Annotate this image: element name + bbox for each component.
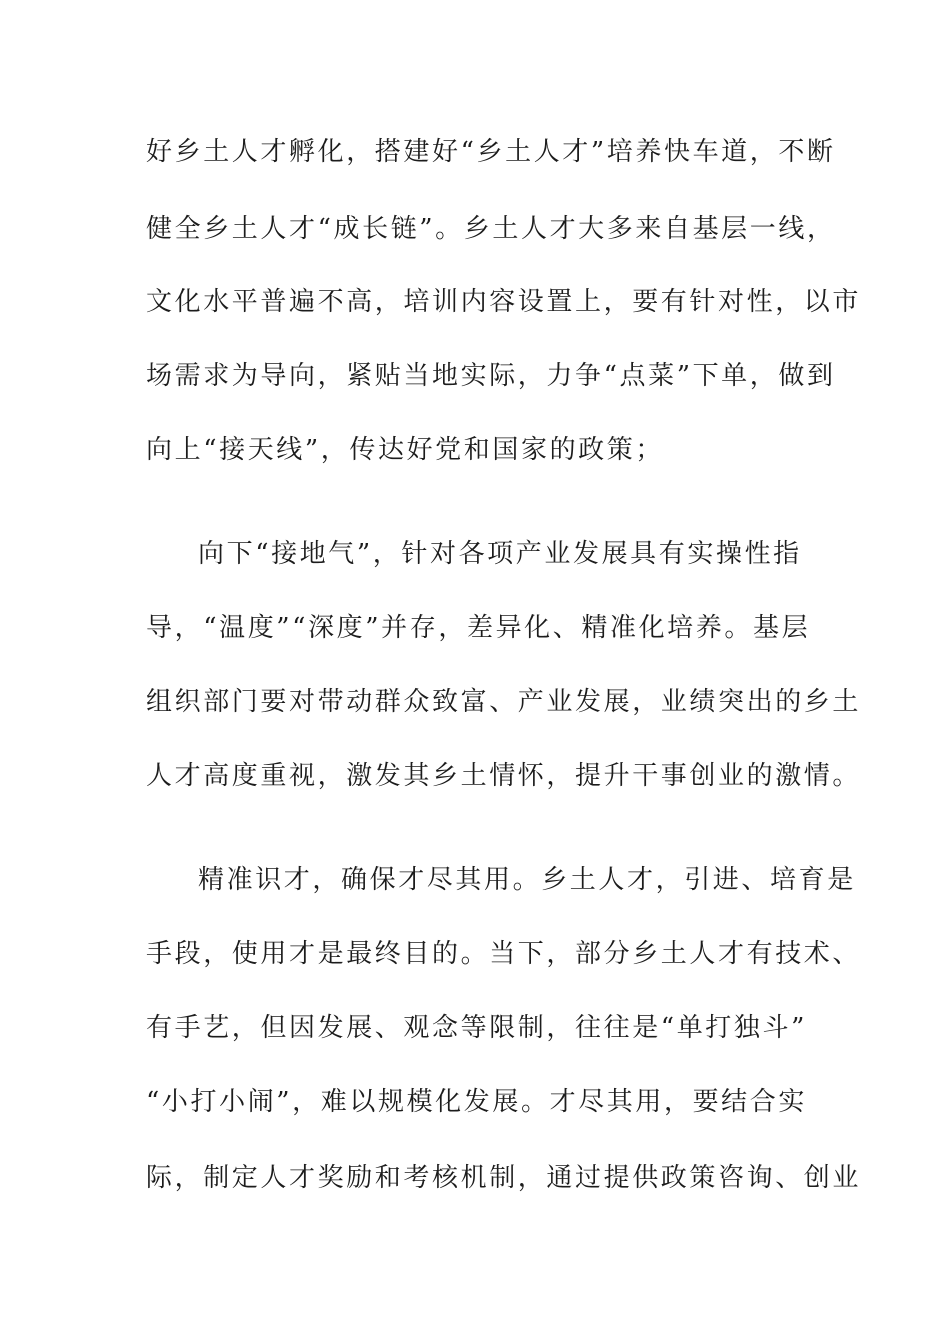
text-line: 好乡土人才孵化，搭建好“乡土人才”培养快车道，不断: [146, 137, 836, 167]
text-line: 健全乡土人才“成长链”。乡土人才大多来自基层一线，: [146, 214, 836, 244]
text-line: 手段，使用才是最终目的。当下，部分乡土人才有技术、: [146, 939, 862, 969]
text-line: 向下“接地气”，针对各项产业发展具有实操性指: [198, 539, 802, 569]
text-line: 导，“温度”“深度”并存，差异化、精准化培养。基层: [146, 613, 811, 643]
text-line: 向上“接天线”，传达好党和国家的政策；: [146, 435, 664, 465]
text-line: 际，制定人才奖励和考核机制，通过提供政策咨询、创业: [146, 1163, 862, 1193]
text-line: 场需求为导向，紧贴当地实际，力争“点菜”下单，做到: [146, 361, 836, 391]
text-line: 文化水平普遍不高，培训内容设置上，要有针对性，以市: [146, 287, 862, 317]
text-line: 人才高度重视，激发其乡土情怀，提升干事创业的激情。: [146, 761, 862, 791]
text-line: 组织部门要对带动群众致富、产业发展，业绩突出的乡土: [146, 687, 862, 717]
text-line: 有手艺，但因发展、观念等限制，往往是“单打独斗”: [146, 1013, 807, 1043]
text-line: 精准识才，确保才尽其用。乡土人才，引进、培育是: [198, 865, 856, 895]
text-line: “小打小闹”，难以规模化发展。才尽其用，要结合实: [146, 1087, 807, 1117]
